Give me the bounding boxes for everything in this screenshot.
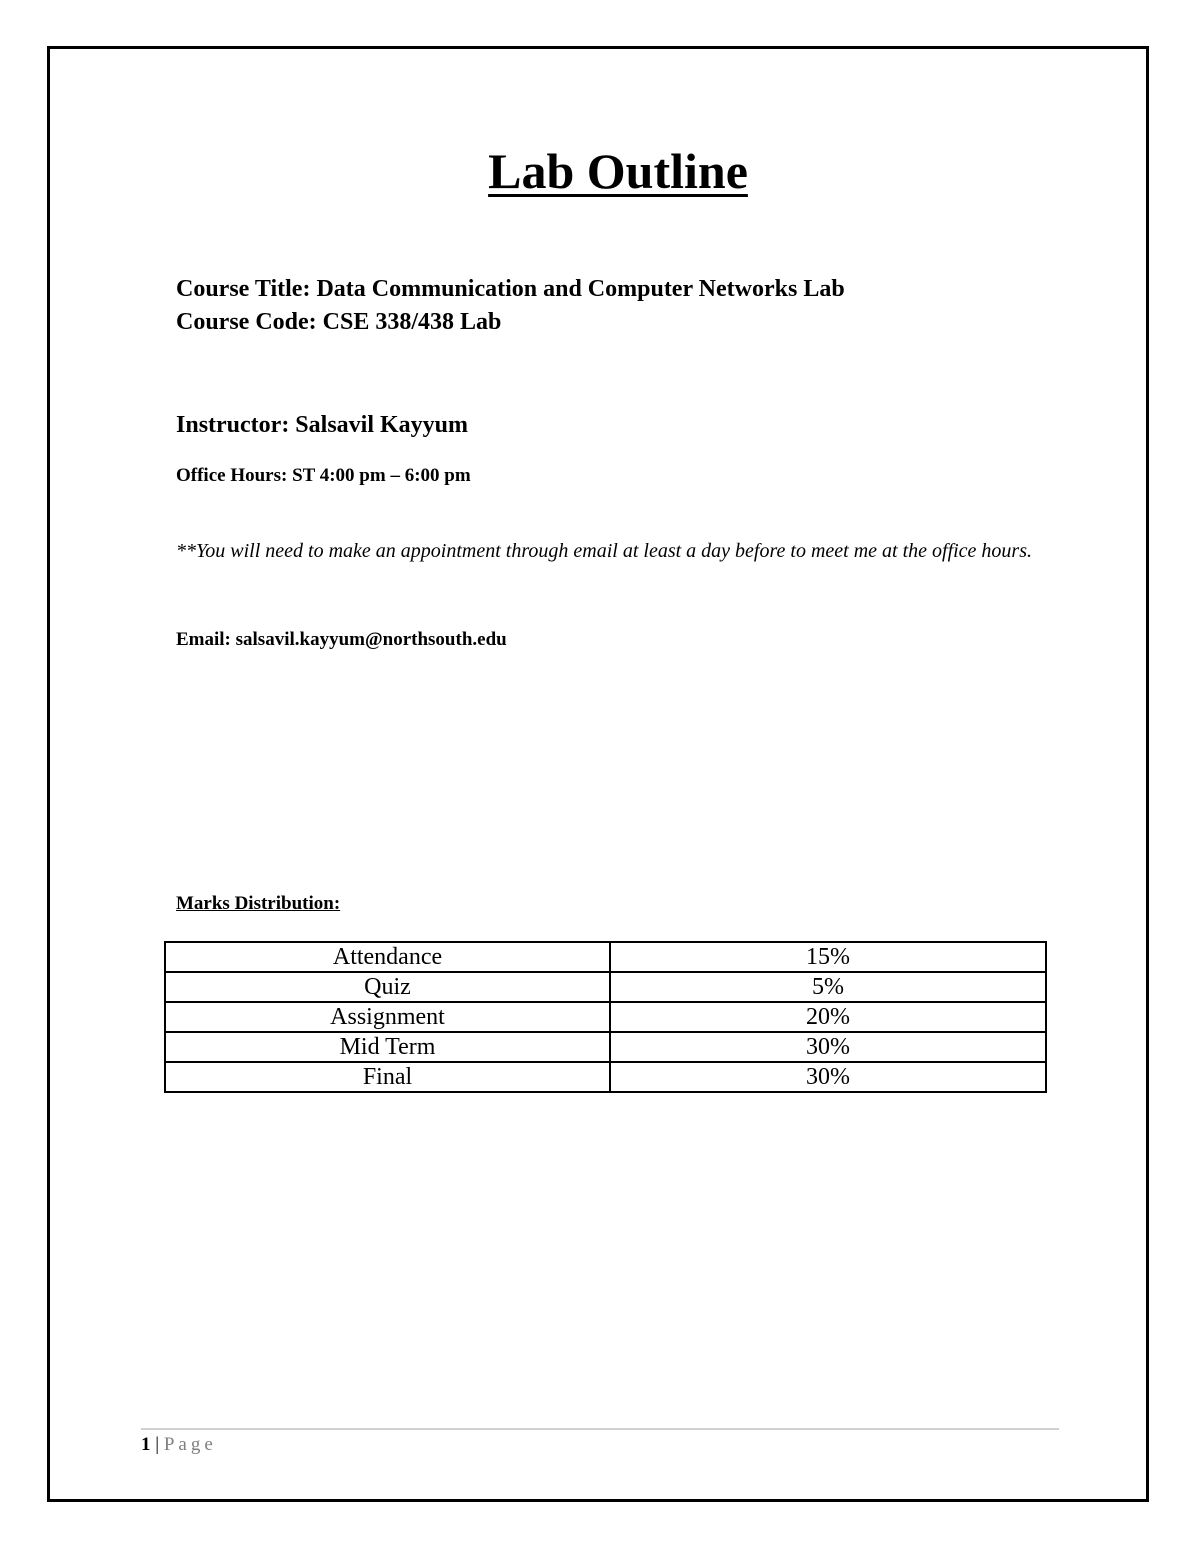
- marks-weight: 30%: [610, 1062, 1046, 1092]
- table-row: [165, 1002, 1046, 1032]
- instructor-name: Instructor: Salsavil Kayyum: [176, 412, 469, 438]
- footer-divider: [141, 1428, 1059, 1430]
- marks-weight: 15%: [610, 942, 1046, 972]
- marks-weight: 20%: [610, 1002, 1046, 1032]
- instructor-email: Email: salsavil.kayyum@northsouth.edu: [176, 629, 507, 650]
- marks-item: Mid Term: [165, 1032, 610, 1062]
- page-border: [47, 46, 1149, 1502]
- marks-item: Attendance: [165, 942, 610, 972]
- footer-separator: |: [150, 1434, 164, 1455]
- office-hours: Office Hours: ST 4:00 pm – 6:00 pm: [176, 465, 471, 486]
- marks-item: Quiz: [165, 972, 610, 1002]
- marks-distribution-heading: Marks Distribution:: [176, 893, 341, 914]
- course-code: Course Code: CSE 338/438 Lab: [176, 309, 502, 335]
- table-row: [165, 942, 1046, 972]
- table-row: [165, 1032, 1046, 1062]
- marks-item: Assignment: [165, 1002, 610, 1032]
- page-title: Lab Outline: [488, 143, 748, 199]
- marks-weight: 30%: [610, 1032, 1046, 1062]
- course-title: Course Title: Data Communication and Computer Networks Lab: [176, 276, 845, 302]
- table-row: [165, 1062, 1046, 1092]
- page-label: Page: [163, 1434, 217, 1455]
- marks-item: Final: [165, 1062, 610, 1092]
- table-row: [165, 972, 1046, 1002]
- page-number: 1: [141, 1434, 151, 1455]
- page-footer: [141, 1434, 217, 1456]
- marks-weight: 5%: [610, 972, 1046, 1002]
- marks-distribution-table: [164, 941, 1047, 1093]
- appointment-note: **You will need to make an appointment through email at least a day before to meet me at the office hours.: [176, 540, 1032, 562]
